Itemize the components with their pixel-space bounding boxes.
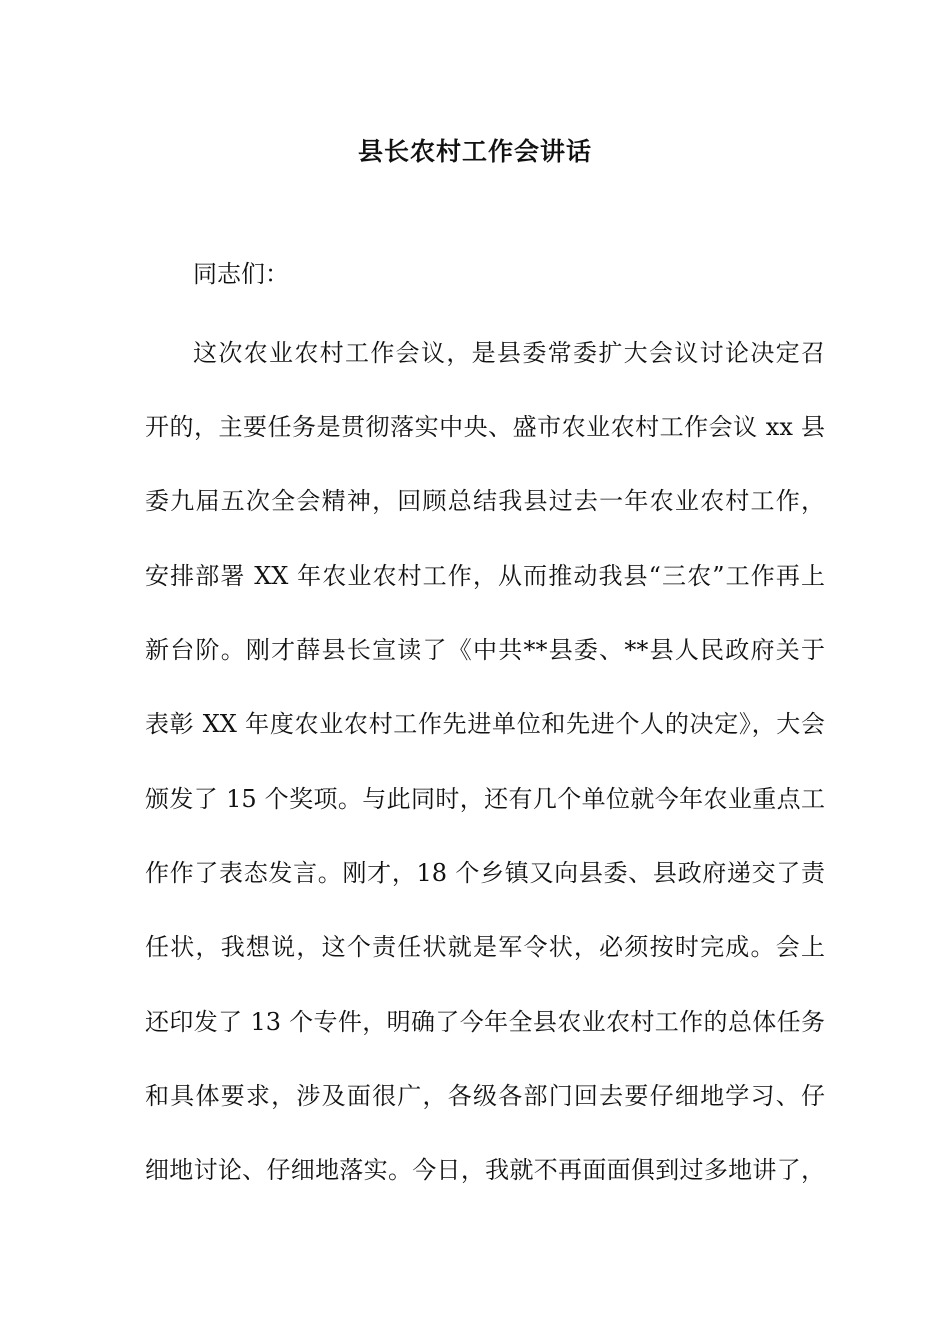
paragraph-line-5: 新台阶。刚才薛县长宣读了《中共**县委、**县人民政府关于: [145, 636, 825, 664]
paragraph-line-8: 作作了表态发言。刚才，18 个乡镇又向县委、县政府递交了责: [145, 859, 825, 887]
paragraph-line-2: 开的，主要任务是贯彻落实中央、盛市农业农村工作会议 xx 县: [145, 413, 825, 441]
paragraph-line-12: 细地讨论、仔细地落实。今日，我就不再面面俱到过多地讲了，: [145, 1156, 825, 1184]
document-title: 县长农村工作会讲话: [357, 137, 592, 166]
paragraph-line-11: 和具体要求，涉及面很广，各级各部门回去要仔细地学习、仔: [145, 1082, 825, 1110]
paragraph-line-9: 任状，我想说，这个责任状就是军令状，必须按时完成。会上: [145, 933, 825, 961]
paragraph-line-7: 颁发了 15 个奖项。与此同时，还有几个单位就今年农业重点工: [145, 785, 825, 813]
salutation: 同志们：: [193, 260, 289, 288]
paragraph-line-10: 还印发了 13 个专件，明确了今年全县农业农村工作的总体任务: [145, 1008, 825, 1036]
paragraph-line-3: 委九届五次全会精神，回顾总结我县过去一年农业农村工作，: [145, 487, 825, 515]
paragraph-line-4: 安排部署 XX 年农业农村工作，从而推动我县“三农”工作再上: [145, 562, 825, 590]
paragraph-line-6: 表彰 XX 年度农业农村工作先进单位和先进个人的决定》，大会: [145, 710, 825, 738]
paragraph-line-1: 这次农业农村工作会议，是县委常委扩大会议讨论决定召: [193, 339, 825, 367]
